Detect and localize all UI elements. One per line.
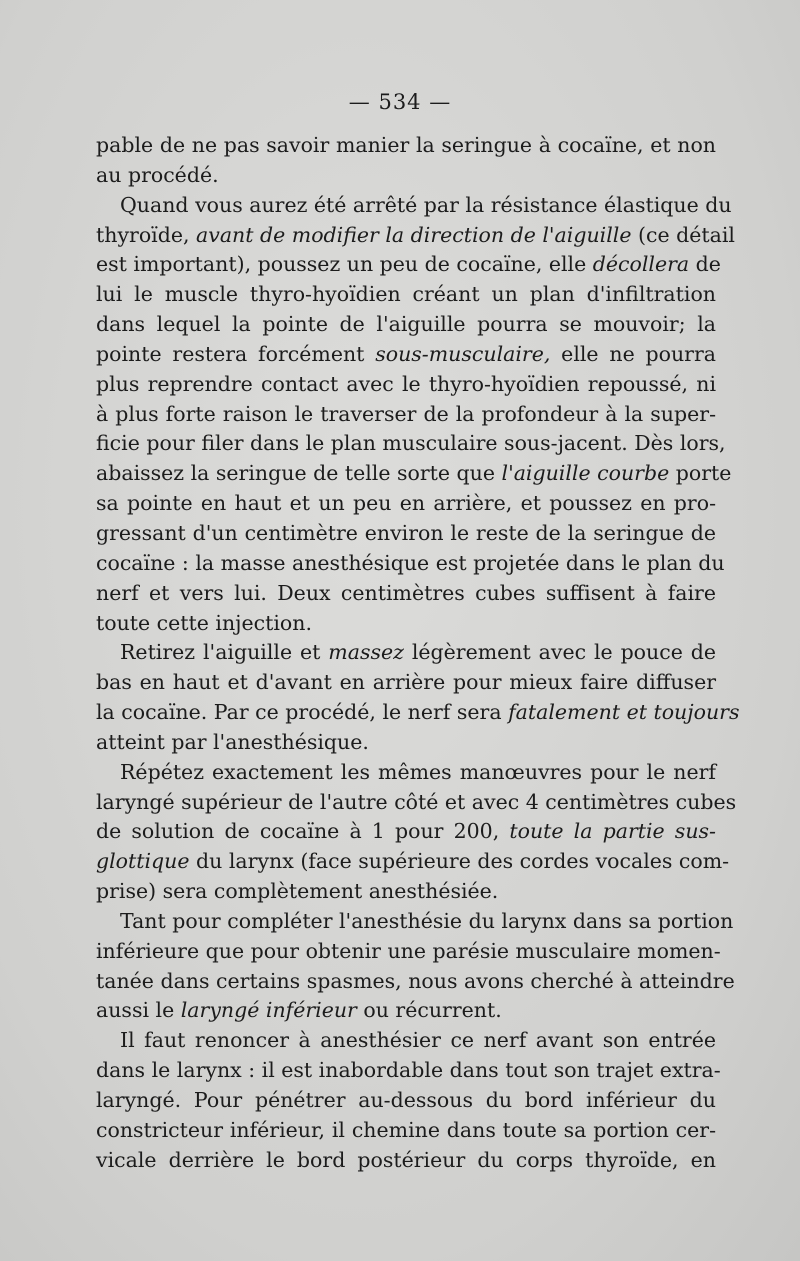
text-line (96, 161, 716, 191)
text-line (96, 758, 716, 788)
text-run: vicale derrière le bord postérieur du corps thyroïde, en (96, 1147, 716, 1172)
italic-run: glottique (96, 849, 190, 874)
paragraph (96, 1026, 721, 1175)
text-run: thyroïde, (96, 222, 197, 247)
text-line (96, 937, 721, 967)
text-line (96, 429, 726, 459)
text-line (96, 131, 716, 161)
text-line (96, 579, 716, 609)
italic-run: toute la partie sus- (509, 819, 716, 844)
text-run: pointe restera forcément (96, 341, 376, 366)
text-line (96, 519, 716, 549)
text-run: elle ne pourra (550, 341, 716, 366)
text-run: ficie pour filer dans le plan musculaire sous-jacent. Dès lors, (96, 431, 726, 456)
text-run: (ce détail (631, 222, 735, 247)
text-run: Il faut renoncer à anesthésier ce nerf avant son entrée (120, 1028, 716, 1053)
text-line (96, 1056, 721, 1086)
text-run: nerf et vers lui. Deux centimètres cubes suffisent à faire (96, 580, 716, 605)
text-run: plus reprendre contact avec le thyro-hyoïdien repoussé, ni (96, 371, 716, 396)
text-line (96, 967, 735, 997)
text-run: pable de ne pas savoir manier la seringue à cocaïne, et non (96, 133, 716, 157)
text-line (96, 400, 716, 430)
text-run: Quand vous aurez été arrêté par la résistance élastique du (120, 192, 732, 217)
text-run: au procédé. (96, 162, 219, 187)
italic-run: décollera (592, 252, 690, 277)
page-number: — 534 — (348, 90, 452, 114)
text-run: de solution de cocaïne à 1 pour 200, (96, 819, 510, 844)
body-text (96, 131, 740, 1176)
text-line (96, 1116, 716, 1146)
text-run: de (689, 252, 721, 277)
text-run: laryngé supérieur de l'autre côté et avec 4 centimètres cubes (96, 789, 737, 814)
paragraph (96, 191, 735, 639)
text-line (96, 996, 716, 1026)
text-line (96, 817, 716, 847)
text-line (96, 907, 734, 937)
text-run: prise) sera complètement anesthésiée. (96, 879, 499, 904)
text-run: inférieure que pour obtenir une parésie musculaire momen- (96, 938, 721, 963)
text-line (96, 310, 716, 340)
text-run: aussi le (96, 998, 181, 1023)
text-run: dans le larynx : il est inabordable dans tout son trajet extra- (96, 1058, 721, 1083)
text-run: toute cette injection. (96, 610, 312, 635)
text-line (96, 340, 716, 370)
text-run: à plus forte raison le traverser de la profondeur à la super- (96, 401, 716, 426)
text-run: constricteur inférieur, il chemine dans toute sa portion cer- (96, 1117, 716, 1142)
italic-run: sous-musculaire, (375, 341, 551, 366)
text-line (96, 877, 716, 907)
text-run: abaissez la seringue de telle sorte que (96, 461, 502, 486)
text-run: Répétez exactement les mêmes manœuvres pour le nerf (120, 759, 716, 784)
text-run: bas en haut et d'avant en arrière pour mieux faire diffuser (96, 670, 716, 695)
text-run: gressant d'un centimètre environ le reste de la seringue de (96, 520, 716, 545)
text-line (96, 698, 740, 728)
text-line (96, 549, 725, 579)
text-run: la cocaïne. Par ce procédé, le nerf sera (96, 700, 509, 725)
text-line (96, 250, 721, 280)
text-line (96, 788, 737, 818)
text-line (96, 370, 716, 400)
text-run: Tant pour compléter l'anesthésie du larynx dans sa portion (120, 908, 734, 933)
text-run: laryngé. Pour pénétrer au-dessous du bord inférieur du (96, 1088, 716, 1112)
italic-run: avant de modifier la direction de l'aiguille (196, 222, 632, 247)
paragraph (96, 638, 740, 757)
italic-run: massez (328, 640, 404, 665)
text-line (96, 489, 716, 519)
text-line (96, 191, 732, 221)
text-line (96, 847, 730, 877)
text-line (96, 459, 732, 489)
italic-run: l'aiguille courbe (501, 461, 670, 486)
text-run: atteint par l'anesthésique. (96, 729, 369, 754)
paragraph (96, 907, 735, 1026)
text-run: sa pointe en haut et un peu en arrière, et poussez en pro- (96, 491, 716, 516)
text-line (96, 668, 716, 698)
text-run: dans lequel la pointe de l'aiguille pourra se mouvoir; la (96, 312, 716, 337)
text-line (96, 221, 735, 251)
text-run: légèrement avec le pouce de (403, 640, 717, 665)
text-line (96, 1086, 716, 1116)
text-line (96, 638, 716, 668)
text-line (96, 728, 716, 758)
text-run: lui le muscle thyro-hyoïdien créant un plan d'infiltration (96, 282, 716, 307)
text-run: cocaïne : la masse anesthésique est projetée dans le plan du (96, 550, 725, 575)
text-run: du larynx (face supérieure des cordes vocales com- (189, 849, 730, 874)
italic-run: laryngé inférieur (180, 998, 357, 1023)
text-line (96, 609, 716, 639)
text-line (96, 1146, 716, 1176)
paragraph (96, 131, 716, 191)
paragraph (96, 758, 737, 907)
text-run: tanée dans certains spasmes, nous avons cherché à atteindre (96, 968, 735, 993)
text-run: porte (669, 461, 732, 486)
italic-run: fatalement et toujours (508, 700, 740, 725)
text-line (96, 1026, 716, 1056)
text-line (96, 280, 716, 310)
text-run: ou récurrent. (356, 998, 502, 1023)
text-run: est important), poussez un peu de cocaïne, elle (96, 252, 593, 277)
text-run: Retirez l'aiguille et (120, 640, 329, 665)
